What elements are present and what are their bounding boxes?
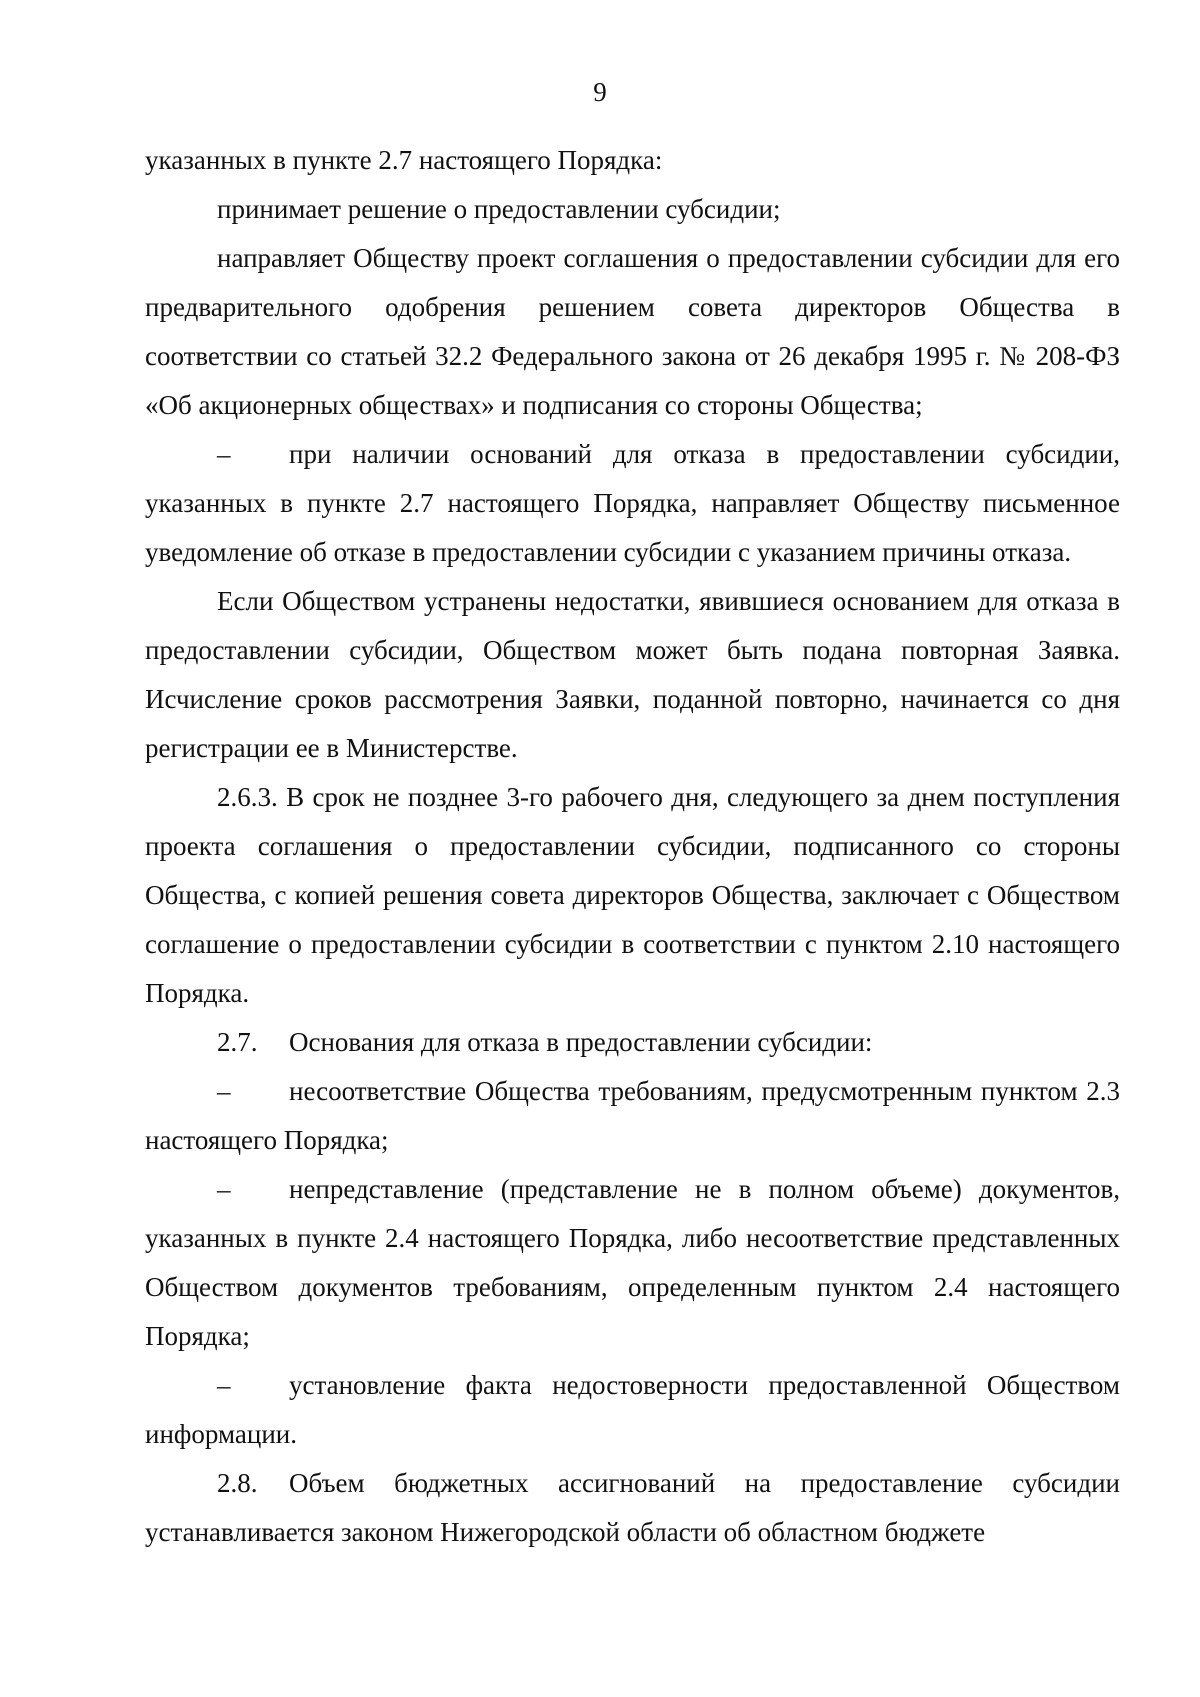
document-body xyxy=(145,136,1120,1557)
paragraph-text: указанных в пункте 2.7 настоящего Порядка: xyxy=(145,145,663,175)
paragraph xyxy=(145,234,1120,430)
list-item-text: при наличии оснований для отказа в предоставлении субсидии, указанных в пункте 2.7 настоящего Порядка, направляет Обществу письменное уведомление об отказе в предоставлении субсидии с указанием причины отказа. xyxy=(145,439,1120,567)
dash-marker: – xyxy=(217,439,231,469)
paragraph xyxy=(145,773,1120,1018)
section-heading xyxy=(145,1018,1120,1067)
paragraph-text: 2.6.3. В срок не позднее 3-го рабочего дня, следующего за днем поступления проекта соглашения о предоставлении субсидии, подписанного со стороны Общества, с копией решения совета директоров Общества, заключает с Обществом соглашение о предоставлении субсидии в соответствии с пунктом 2.10 настоящего Порядка. xyxy=(145,782,1120,1008)
list-item xyxy=(145,1361,1120,1459)
section-number: 2.7. xyxy=(217,1027,258,1057)
section-number: 2.8. xyxy=(217,1468,258,1498)
section-heading-text: Основания для отказа в предоставлении субсидии: xyxy=(289,1027,873,1057)
list-item xyxy=(145,1067,1120,1165)
list-item-text: установление факта недостоверности предоставленной Обществом информации. xyxy=(145,1370,1120,1449)
dash-marker: – xyxy=(217,1076,231,1106)
paragraph xyxy=(145,577,1120,773)
list-item-text: несоответствие Общества требованиям, предусмотренным пунктом 2.3 настоящего Порядка; xyxy=(145,1076,1120,1155)
list-item xyxy=(145,1165,1120,1361)
paragraph-text: направляет Обществу проект соглашения о предоставлении субсидии для его предварительного одобрения решением совета директоров Общества в соответствии со статьей 32.2 Федерального закона от 26 декабря 1995 г. № 208-ФЗ «Об акционерных обществах» и подписания со стороны Общества; xyxy=(145,243,1120,420)
paragraph xyxy=(145,136,1120,185)
section-paragraph-text: Объем бюджетных ассигнований на предоставление субсидии устанавливается законом Нижегородской области об областном бюджете xyxy=(145,1468,1120,1547)
dash-marker: – xyxy=(217,1174,231,1204)
list-item xyxy=(145,430,1120,577)
paragraph xyxy=(145,185,1120,234)
dash-marker: – xyxy=(217,1370,231,1400)
section-paragraph xyxy=(145,1459,1120,1557)
paragraph-text: принимает решение о предоставлении субсидии; xyxy=(217,194,781,224)
paragraph-text: Если Обществом устранены недостатки, явившиеся основанием для отказа в предоставлении субсидии, Обществом может быть подана повторная Заявка. Исчисление сроков рассмотрения Заявки, поданной повторно, начинается со дня регистрации ее в Министерстве. xyxy=(145,586,1120,763)
page-number: 9 xyxy=(593,77,607,107)
list-item-text: непредставление (представление не в полном объеме) документов, указанных в пункте 2.4 настоящего Порядка, либо несоответствие представленных Обществом документов требованиям, определенным пунктом 2.4 настоящего Порядка; xyxy=(145,1174,1120,1351)
